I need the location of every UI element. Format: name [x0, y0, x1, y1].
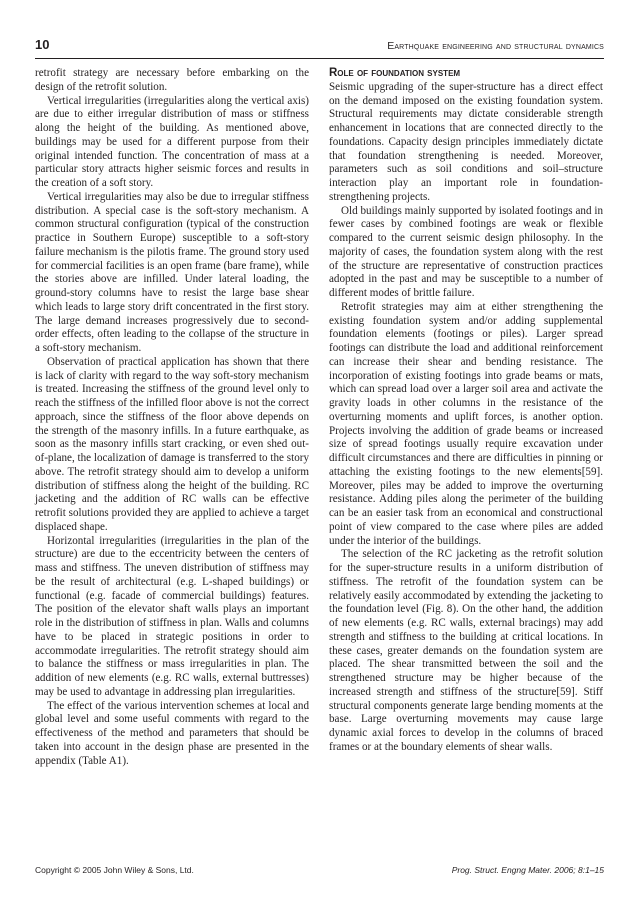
- left-column: [35, 67, 309, 768]
- body-paragraph: Old buildings mainly supported by isolated footings and in fewer cases by combined footings are weak or flexible compared to the current seismic design philosophy. In the majority of cases, the foundation system along with the rest of the structure are representative of construction practices adopted in the past and may be susceptible to a number of different modes of brittle failure.: [329, 204, 603, 299]
- copyright-notice: Copyright © 2005 John Wiley & Sons, Ltd.: [35, 865, 194, 875]
- body-paragraph: Horizontal irregularities (irregularities in the plan of the structure) are due to the eccentricity between the centers of mass and stiffness. The uneven distribution of stiffness may be the result of architectural (e.g. L-shaped buildings) or functional (e.g. facade of commercial buildings) features. The position of the elevator shaft walls plays an important role in the distribution of stiffness in plan. Walls and columns have to be placed in strategic positions in order to accommodate irregularities. The retrofit strategy should aim to balance the stiffness or mass irregularities in plan. The addition of new elements (e.g. RC walls, external buttresses) may be used to advantage in addressing plan irregularities.: [35, 534, 309, 698]
- body-paragraph: Seismic upgrading of the super-structure has a direct effect on the demand imposed on the existing foundation system. Structural requirements may dictate considerable strength enhancement in locations that are connected directly to the foundations. Capacity design principles immediately dictate that foundation strengthening is needed. Moreover, parameters such as soil conditions and soil–structure interaction play an important role in foundation-strengthening projects.: [329, 80, 603, 203]
- running-header: [35, 36, 604, 59]
- body-paragraph: Observation of practical application has shown that there is lack of clarity with regard to the way soft-story mechanism is treated. Increasing the stiffness of the ground level only to reach the stiffness of the infilled floor above is not the correct approach, since the stiffness of the floor above depends on the strength of the masonry infills. In a future earthquake, as soon as the masonry infills start cracking, or even shed out-of-plane, the localization of damage is transferred to the story above. The retrofit strategy should aim to develop a uniform distribution of stiffness along the height of the building. RC jacketing and the addition of RC walls can be effective retrofit solutions provided they are applied to achieve a target displaced shape.: [35, 355, 309, 533]
- body-paragraph: The selection of the RC jacketing as the retrofit solution for the super-structure results in a uniform distribution of stiffness. The retrofit of the foundation system can be relatively easily accommodated by extending the jacketing to the foundation level (Fig. 8). On the other hand, the addition of new elements (e.g. RC walls, external bracings) may add strength and stiffness to the building at critical locations. In these cases, greater demands on the foundation system are placed. The shear transmitted between the soil and the strengthened structure may be higher because of the increased strength and stiffness of the structure[59]. Stiff structural components generate large bending moments at the base. Large overturning movements may cause large dynamic axial forces to develop in the columns of braced frames or at the boundary elements of shear walls.: [329, 548, 603, 753]
- body-paragraph: retrofit strategy are necessary before embarking on the design of the retrofit solution.: [35, 67, 309, 93]
- journal-citation: Prog. Struct. Engng Mater. 2006; 8:1–15: [451, 865, 604, 875]
- body-paragraph: Retrofit strategies may aim at either strengthening the existing foundation system and/or adding supplemental foundation elements (footings or piles). Larger spread footings can distribute the load and additional reinforcement can increase their shear and bending resistance. The incorporation of existing footings into grade beams or mats, which can spread load over a larger soil area and activate the gravity loads in other columns in the resistance of the overturning moments and uplift forces, is another option. Projects involving the addition of grade beams or increased size of spread footings usually require excavation under difficult circumstances and there are difficulties in pinning or attaching the existing footings to the new elements[59]. Moreover, piles may be added to improve the overturning resistance. Adding piles along the perimeter of the building can be an easier task from an economical and constructional point of view compared to the case where piles are added under the interior of the buildings.: [329, 300, 603, 547]
- body-paragraph: Vertical irregularities (irregularities along the vertical axis) are due to either irregular distribution of mass or stiffness along the height of the building. As mentioned above, buildings may be used for a different purpose from their original intended function. The concentration of mass at a particular story attracts higher seismic forces and results in the creation of a soft story.: [35, 94, 309, 189]
- body-paragraph: The effect of the various intervention schemes at local and global level and some useful comments with regard to the effectiveness of the method and parameters that should be taken into account in the design phase are presented in the appendix (Table A1).: [35, 699, 309, 767]
- section-heading: Role of foundation system: [329, 67, 461, 79]
- right-column: [329, 67, 603, 755]
- body-paragraph: Vertical irregularities may also be due to irregular stiffness distribution. A special case is the soft-story mechanism. A common structural configuration (typical of the construction practice in Southern Europe) susceptible to a soft-story failure mechanism is the pilotis frame. The ground story used for commercial facilities is an open frame (bare frame), while the stories above are infilled. Under lateral loading, the ground-story columns have to resist the large base shear which leads to large story drift concentrated in the first story. The large demand increases progressively due to second-order effects, often leading to the collapse of the structure in a soft-story mechanism.: [35, 190, 309, 354]
- page-number: 10: [35, 37, 50, 52]
- journal-title: Earthquake engineering and structural dynamics: [387, 40, 604, 52]
